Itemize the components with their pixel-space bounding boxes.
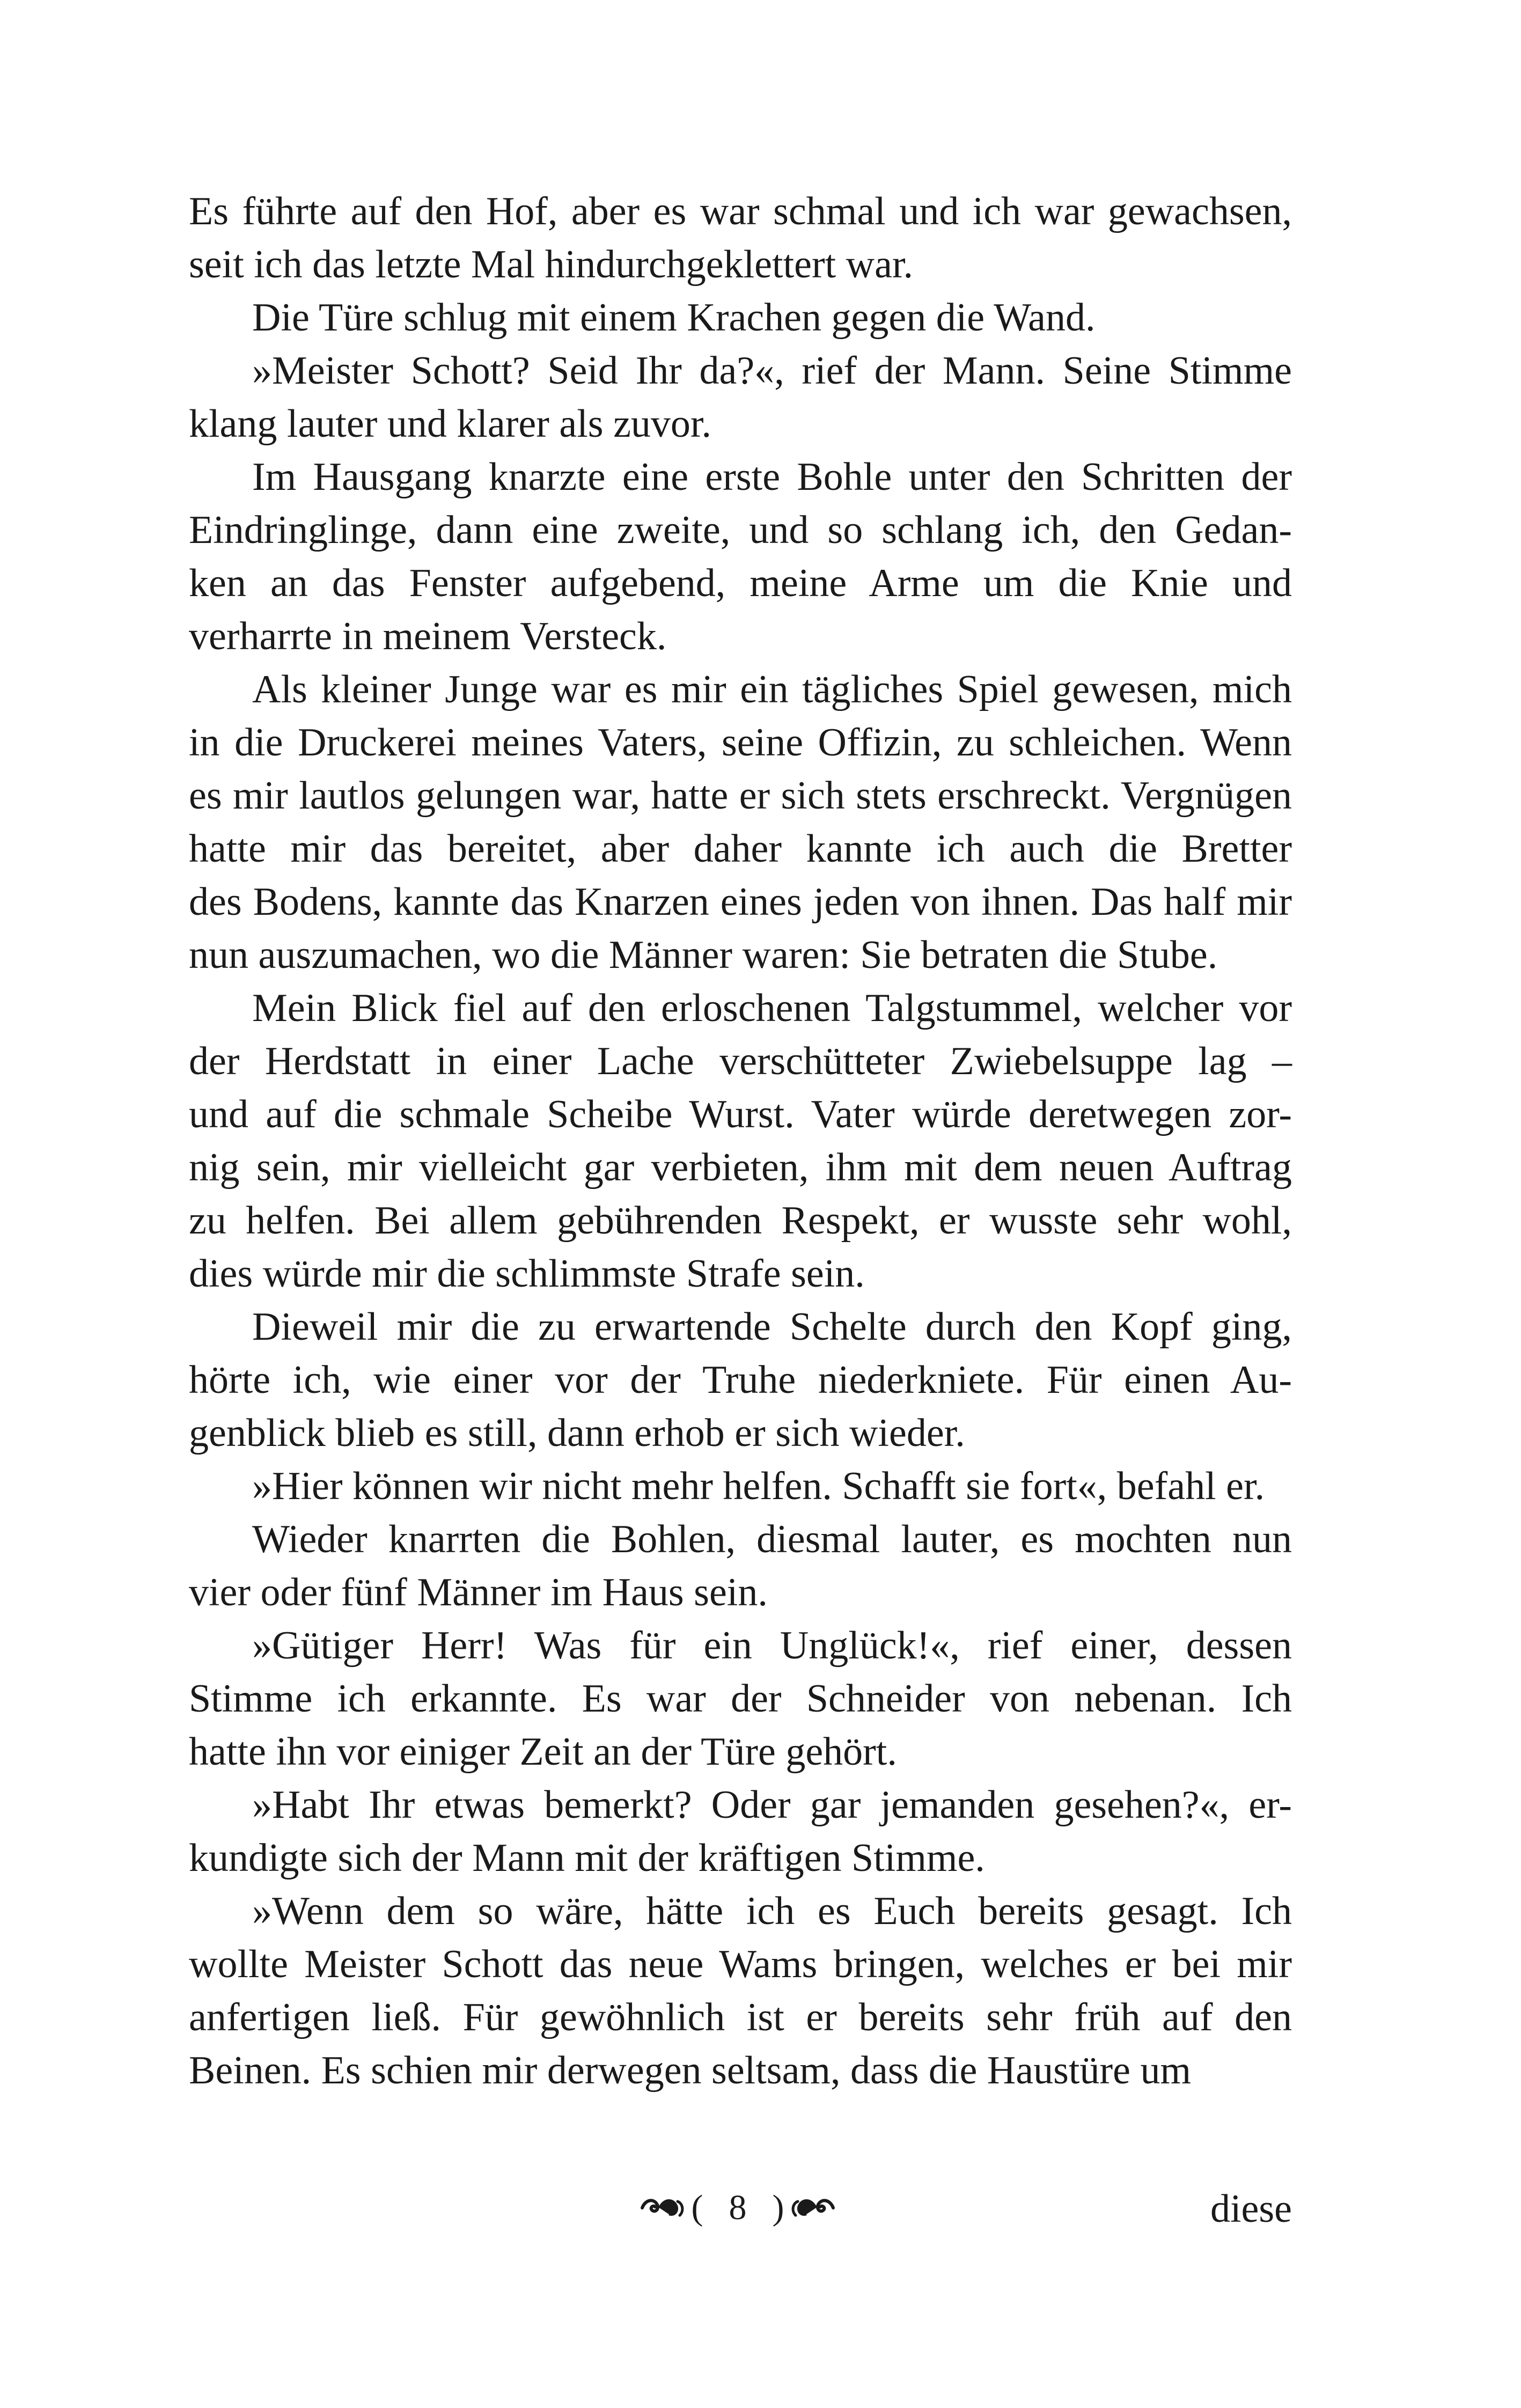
- text-line: »Habt Ihr etwas bemerkt? Oder gar jemanden gesehen?«, er-: [252, 1783, 1292, 1827]
- text-line: hatte ihn vor einiger Zeit an der Türe gehört.: [189, 1730, 897, 1774]
- page-number: 8: [729, 2188, 747, 2227]
- text-line: nun auszumachen, wo die Männer waren: Sie betraten die Stube.: [189, 933, 1218, 977]
- text-line: Es führte auf den Hof, aber es war schmal und ich war gewachsen,: [189, 189, 1292, 233]
- paragraph: [189, 663, 1292, 982]
- text-line: verharrte in meinem Versteck.: [189, 614, 667, 658]
- text-line: dies würde mir die schlimmste Strafe sein.: [189, 1252, 865, 1296]
- text-line: Wieder knarrten die Bohlen, diesmal lauter, es mochten nun: [252, 1517, 1292, 1561]
- paren-close: ): [772, 2188, 784, 2227]
- text-line: genblick blieb es still, dann erhob er sich wieder.: [189, 1411, 965, 1455]
- paren-open: (: [691, 2188, 703, 2227]
- body-text: [189, 185, 1292, 2097]
- text-line: kundigte sich der Mann mit der kräftigen Stimme.: [189, 1836, 985, 1880]
- page-footer: [0, 2178, 1521, 2237]
- text-line: Als kleiner Junge war es mir ein tägliches Spiel gewesen, mich: [252, 667, 1292, 711]
- text-line: Im Hausgang knarzte eine erste Bohle unter den Schritten der: [252, 455, 1292, 499]
- text-line: in die Druckerei meines Vaters, seine Offizin, zu schleichen. Wenn: [189, 721, 1292, 765]
- text-line: nig sein, mir vielleicht gar verbieten, ihm mit dem neuen Auftrag: [189, 1146, 1292, 1190]
- paragraph: [189, 451, 1292, 663]
- text-line: und auf die schmale Scheibe Wurst. Vater würde deretwegen zor-: [189, 1092, 1292, 1136]
- text-line: »Wenn dem so wäre, hätte ich es Euch bereits gesagt. Ich: [252, 1889, 1292, 1933]
- text-line: vier oder fünf Männer im Haus sein.: [189, 1570, 768, 1614]
- text-line: Eindringlinge, dann eine zweite, und so schlang ich, den Gedan-: [189, 508, 1292, 552]
- text-line: des Bodens, kannte das Knarzen eines jeden von ihnen. Das half mir: [189, 880, 1292, 924]
- text-line: Dieweil mir die zu erwartende Schelte durch den Kopf ging,: [252, 1305, 1292, 1349]
- paragraph: [189, 185, 1292, 291]
- paragraph: [189, 1619, 1292, 1779]
- text-line: »Gütiger Herr! Was für ein Unglück!«, rief einer, dessen: [252, 1624, 1292, 1668]
- text-line: klang lauter und klarer als zuvor.: [189, 402, 711, 446]
- text-line: seit ich das letzte Mal hindurchgeklettert war.: [189, 243, 914, 287]
- paragraph: [189, 1885, 1292, 2097]
- paragraph: [189, 1779, 1292, 1885]
- paragraph: [189, 1301, 1292, 1460]
- text-line: Stimme ich erkannte. Es war der Schneider von nebenan. Ich: [189, 1677, 1292, 1721]
- text-line: es mir lautlos gelungen war, hatte er sich stets erschreckt. Vergnügen: [189, 774, 1292, 818]
- text-line: zu helfen. Bei allem gebührenden Respekt, er wusste sehr wohl,: [189, 1199, 1292, 1243]
- left-flourish-icon: [638, 2192, 686, 2224]
- paragraph: [189, 1513, 1292, 1619]
- text-line: anfertigen ließ. Für gewöhnlich ist er bereits sehr früh auf den: [189, 1995, 1292, 2039]
- text-line: Beinen. Es schien mir derwegen seltsam, dass die Haustüre um: [189, 2049, 1192, 2093]
- paragraph: [189, 1460, 1292, 1513]
- text-line: Die Türe schlug mit einem Krachen gegen die Wand.: [252, 296, 1096, 340]
- text-line: ken an das Fenster aufgebend, meine Arme um die Knie und: [189, 561, 1292, 605]
- catchword: diese: [1210, 2187, 1292, 2231]
- text-line: »Hier können wir nicht mehr helfen. Schafft sie fort«, befahl er.: [252, 1464, 1265, 1508]
- paragraph: [189, 982, 1292, 1301]
- text-line: hörte ich, wie einer vor der Truhe niederkniete. Für einen Au-: [189, 1358, 1292, 1402]
- text-line: Mein Blick fiel auf den erloschenen Talgstummel, welcher vor: [252, 986, 1292, 1030]
- text-line: »Meister Schott? Seid Ihr da?«, rief der Mann. Seine Stimme: [252, 349, 1292, 393]
- text-line: der Herdstatt in einer Lache verschütteter Zwiebelsuppe lag –: [189, 1039, 1292, 1083]
- page-number-group: [630, 2178, 845, 2237]
- text-line: hatte mir das bereitet, aber daher kannte ich auch die Bretter: [189, 827, 1292, 871]
- right-flourish-icon: [789, 2192, 837, 2224]
- paragraph: [189, 344, 1292, 451]
- text-line: wollte Meister Schott das neue Wams bringen, welches er bei mir: [189, 1942, 1292, 1986]
- paragraph: [189, 291, 1292, 344]
